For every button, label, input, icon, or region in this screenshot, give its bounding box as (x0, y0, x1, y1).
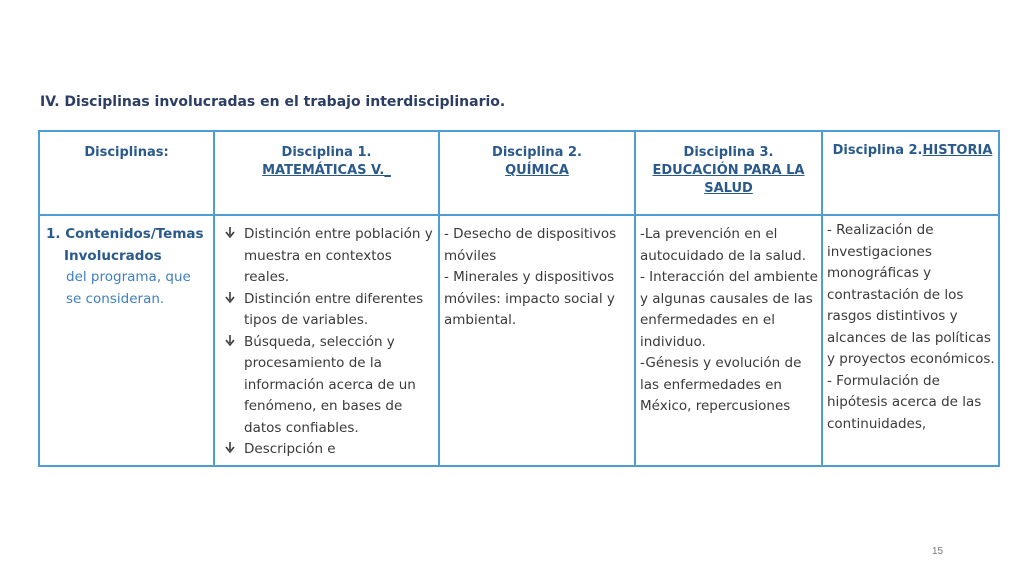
list-item: - Minerales y dispositivos móviles: impacto social y ambiental. (444, 269, 615, 328)
header-disciplina-3-number: Disciplina 3. (683, 145, 774, 160)
down-arrow-bullet-icon (224, 291, 236, 305)
page-number: 15 (932, 546, 944, 557)
column-divider (438, 132, 440, 465)
list-item: - Realización de investigaciones monográficas y contrastación de los rasgos distintivos y alcances de las políticas y proyectos económicos. (827, 222, 995, 367)
list-item-text: Búsqueda, selección y procesamiento de la información acerca de un fenómeno, en bases de datos confiables. (244, 333, 416, 436)
header-disciplina-4-number: Disciplina 2. (832, 143, 923, 158)
header-disciplina-4 (823, 142, 1002, 160)
row-label-line: se consideran. (66, 290, 165, 307)
list-item: - Interacción del ambiente y algunas causales de las enfermedades en el individuo. (640, 269, 818, 350)
list-item (222, 289, 434, 332)
list-item-text: Distinción entre población y muestra en contextos reales. (244, 226, 433, 285)
list-item: - Desecho de dispositivos móviles (444, 226, 617, 264)
row-label-line: 1. Contenidos/Temas (46, 226, 204, 242)
list-item (222, 224, 434, 289)
header-disciplina-3 (636, 144, 821, 198)
list-item (222, 332, 434, 440)
cell-salud (640, 224, 819, 418)
cell-quimica (444, 224, 632, 332)
header-disciplina-1-name: MATEMÁTICAS V._ (262, 163, 391, 178)
row-label-contenidos (46, 224, 211, 310)
list-item-text: Distinción entre diferentes tipos de variables. (244, 290, 424, 328)
column-divider (213, 132, 215, 465)
header-disciplina-2 (440, 144, 634, 180)
row-divider (40, 214, 998, 216)
list-item: -Génesis y evolución de las enfermedades en México, repercusiones (640, 355, 802, 414)
down-arrow-bullet-icon (224, 226, 236, 240)
down-arrow-bullet-icon (224, 441, 236, 455)
list-item: -La prevención en el autocuidado de la salud. (640, 226, 807, 264)
header-disciplina-4-name: HISTORIA (922, 143, 993, 158)
cell-matematicas (222, 224, 434, 461)
header-disciplina-1-number: Disciplina 1. (281, 145, 372, 160)
row-label-line: del programa, que (66, 269, 191, 285)
header-disciplinas-label: Disciplinas: (84, 145, 169, 160)
header-disciplina-2-number: Disciplina 2. (492, 145, 582, 160)
list-item: - Formulación de hipótesis acerca de las continuidades, (827, 372, 982, 432)
header-disciplina-3-name-line1: EDUCACIÓN PARA LA (652, 163, 805, 178)
header-disciplina-1 (215, 144, 438, 180)
header-disciplina-2-name: QUÍMICA (505, 163, 569, 178)
header-disciplina-3-name-line2: SALUD (704, 181, 753, 196)
disciplines-table (38, 130, 1000, 467)
column-divider (821, 132, 823, 465)
header-disciplinas (40, 144, 213, 162)
cell-historia (827, 220, 999, 435)
section-title: IV. Disciplinas involucradas en el trabajo interdisciplinario. (40, 94, 506, 110)
list-item-text: Descripción e (244, 441, 336, 457)
row-label-line: Involucrados (64, 247, 162, 264)
down-arrow-bullet-icon (224, 334, 236, 348)
list-item (222, 439, 434, 461)
